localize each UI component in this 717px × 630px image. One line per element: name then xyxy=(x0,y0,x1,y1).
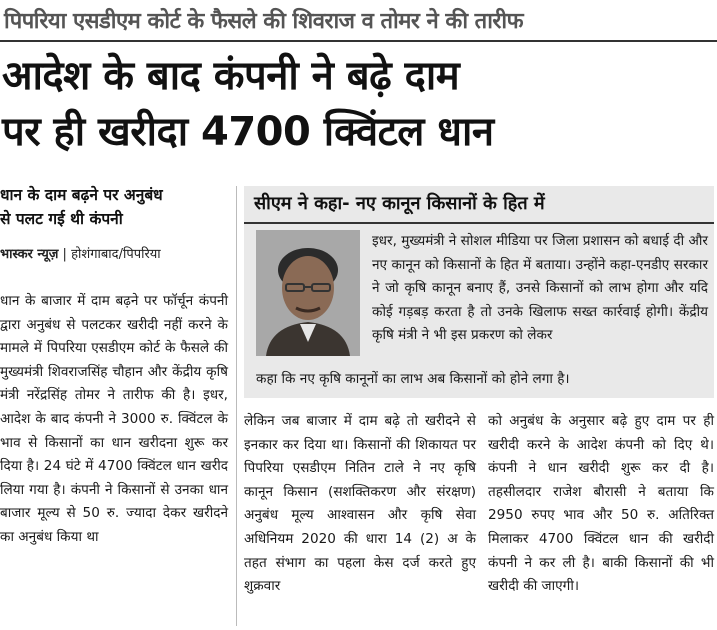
sidebar-box-rule xyxy=(244,222,714,224)
headline-line-1: आदेश के बाद कंपनी ने बढ़े दाम xyxy=(2,53,460,99)
headline-line-2: पर ही खरीदा 4700 क्विंटल धान xyxy=(2,109,494,155)
sidebar-box-text: इधर, मुख्यमंत्री ने सोशल मीडिया पर जिला प्रशासन को बधाई दी और नए कानून को किसानों के हित में बताया। उन्होंने कहा-एनडीए सरकार ने जो कृषि कानून बनाए हैं, उनसे किसानों को लाभ होगा और यदि कोई गड़बड़ करता है तो उनके खिलाफ सख्त कार्रवाई होगी। केंद्रीय कृषि मंत्री ने भी इस प्रकरण को लेकर xyxy=(372,233,708,344)
sidebar-box-text-continued: कहा कि नए कृषि कानूनों का लाभ अब किसानों को होने लगा है। xyxy=(256,371,570,387)
byline-source: भास्कर न्यूज़ xyxy=(0,247,59,262)
sub-headline-line-1: धान के दाम बढ़ने पर अनुबंध xyxy=(0,186,163,204)
sub-headline-line-2: से पलट गई थी कंपनी xyxy=(0,210,123,228)
portrait-image xyxy=(256,230,360,356)
chief-minister-photo xyxy=(256,230,360,356)
byline-place: होशंगाबाद/पिपरिया xyxy=(71,247,161,262)
sidebar-box-title: सीएम ने कहा- नए कानून किसानों के हित में xyxy=(254,193,545,214)
article-column-2: लेकिन जब बाजार में दाम बढ़े तो खरीदने से इनकार कर दिया था। किसानों की शिकायत पर पिपरिया एसडीएम नितिन टाले ने नए कृषि कानून किसान (सशक्तिकरण और संरक्षण) अनुबंध मूल्य आश्वासन और कृषि सेवा अधिनियम 2020 की धारा 14 (2) अ के तहत संभाग का पहला केस दर्ज करते हुए शुक्रवार xyxy=(244,413,476,595)
sub-headline xyxy=(0,183,232,231)
kicker-headline xyxy=(0,0,717,42)
main-headline xyxy=(0,48,717,160)
article-column-3: को अनुबंध के अनुसार बढ़े हुए दाम पर ही खरीदी करने के आदेश कंपनी को दिए थे। कंपनी ने धान खरीदी शुरू कर दी है। तहसीलदार राजेश बौरासी ने बताया कि 2950 रुपए भाव और 50 रु. अतिरिक्त मिलाकर 4700 क्विंटल धान की खरीदी कंपनी ने कर ली है। बाकी किसानों की भी खरीदी की जाएगी। xyxy=(488,413,714,595)
article-column-1: धान के बाजार में दाम बढ़ने पर फॉर्चून कंपनी द्वारा अनुबंध से पलटकर खरीदी नहीं करने के मामले में पिपरिया एसडीएम कोर्ट के फैसले की मुख्यमंत्री शिवराजसिंह चौहान और केंद्रीय कृषि मंत्री नरेंद्रसिंह तोमर ने तारीफ की है। इधर, आदेश के बाद कंपनी ने 3000 रु. क्विंटल के भाव से किसानों का धान खरीदना शुरू कर दिया है। 24 घंटे में 4700 क्विंटल धान खरीद लिया गया है। कंपनी ने किसानों से उनका धान बाजार मूल्य से 50 रु. ज्यादा देकर खरीदने का अनुबंध किया था xyxy=(0,293,228,545)
byline: भास्कर न्यूज़ | होशंगाबाद/पिपरिया xyxy=(0,247,161,262)
kicker-text: पिपरिया एसडीएम कोर्ट के फैसले की शिवराज व तोमर ने की तारीफ xyxy=(4,9,524,34)
column-divider xyxy=(236,186,237,626)
